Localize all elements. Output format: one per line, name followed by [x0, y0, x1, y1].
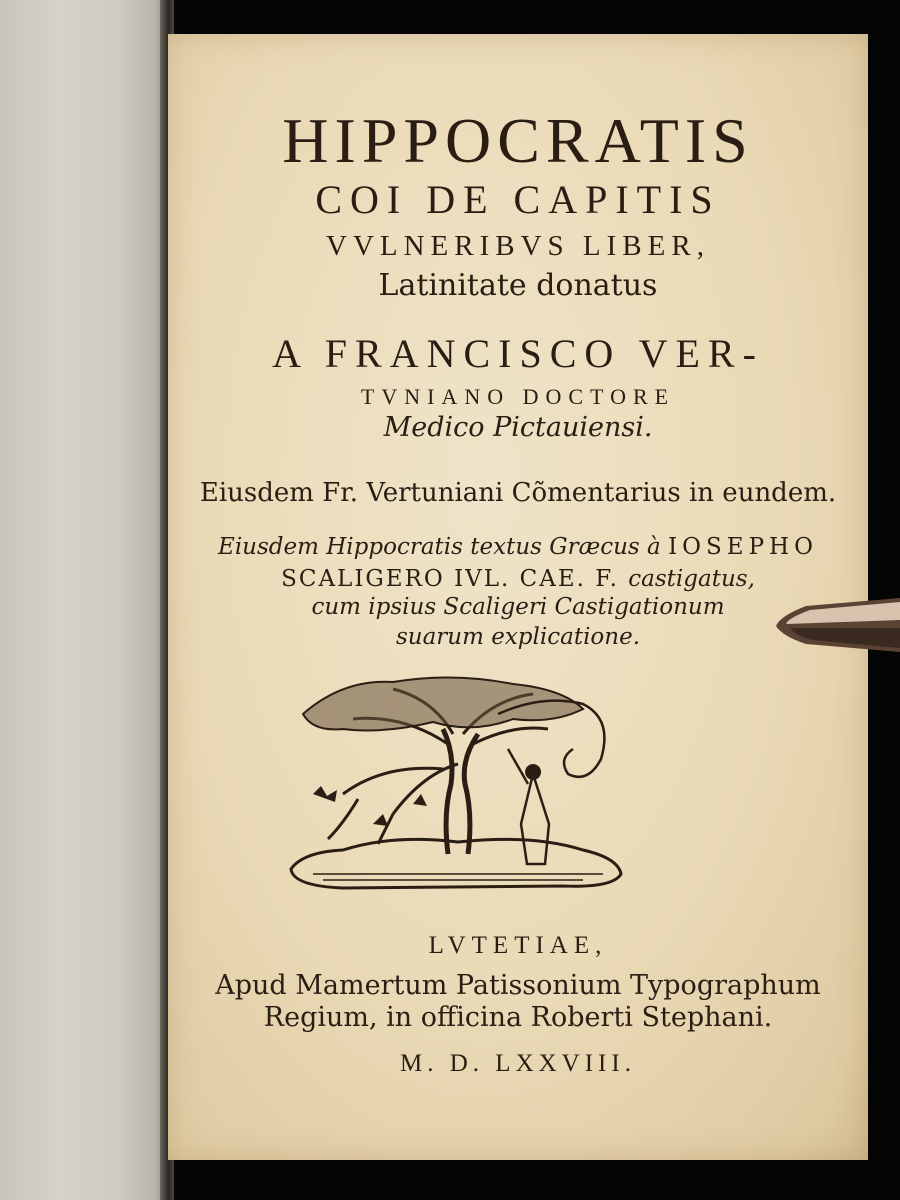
greek-line-2-caps: SCALIGERO IVL. CAE. F. — [281, 566, 619, 592]
greek-line-2-italic: castigatus, — [628, 566, 755, 592]
imprint-city: LVTETIAE, — [428, 932, 608, 959]
greek-line-1-caps: IOSEPHO — [668, 534, 818, 560]
publication-date: M. D. LXXVIII. — [400, 1050, 636, 1077]
commentary-line: Eiusdem Fr. Vertuniani Cõmentarius in eundem. — [199, 478, 837, 508]
imprint-line-2: Regium, in officina Roberti Stephani. — [263, 1002, 773, 1033]
greek-line-1-italic: Eiusdem Hippocratis textus Græcus à — [218, 534, 661, 560]
author-line-3: Medico Pictauiensi. — [383, 412, 653, 443]
title-line-2: COI DE CAPITIS — [315, 177, 721, 222]
title-line-4: Latinitate donatus — [378, 268, 658, 303]
title-line-3: VVLNERIBVS LIBER, — [326, 230, 710, 262]
author-line-2: TVNIANO DOCTORE — [360, 384, 676, 409]
title-line-1: HIPPOCRATIS — [282, 105, 754, 176]
greek-text-line-1 — [168, 534, 868, 560]
greek-text-line-4: suarum explicatione. — [395, 624, 641, 650]
tree-and-figure-woodcut-icon — [283, 674, 633, 899]
imprint-line-1: Apud Mamertum Patissonium Typographum — [215, 970, 821, 1001]
verso-page — [0, 0, 168, 1200]
author-line-1: A FRANCISCO VER- — [272, 331, 764, 376]
title-page — [168, 34, 868, 1160]
greek-text-line-3: cum ipsius Scaligeri Castigationum — [311, 594, 725, 620]
greek-text-line-2 — [168, 566, 868, 592]
metal-pointer-icon — [776, 594, 900, 656]
